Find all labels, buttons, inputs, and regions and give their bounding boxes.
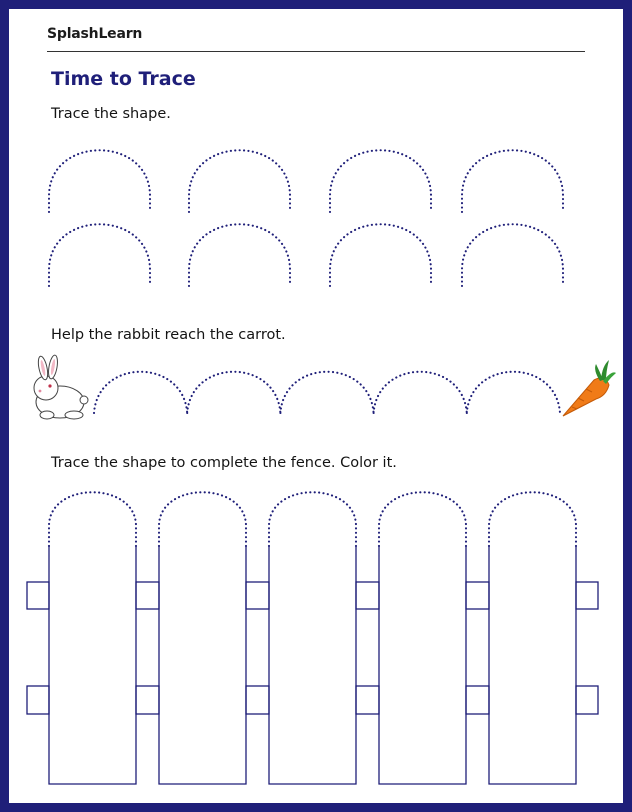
fence-picket-top[interactable]	[379, 492, 466, 546]
path-hump[interactable]	[94, 372, 187, 413]
trace-arch[interactable]	[462, 224, 563, 286]
fence-picket-top[interactable]	[489, 492, 576, 546]
instruction-rabbit-carrot: Help the rabbit reach the carrot.	[51, 327, 286, 343]
fence-picket[interactable]	[269, 546, 356, 784]
fence-rail[interactable]	[27, 686, 49, 714]
trace-arch[interactable]	[330, 224, 431, 286]
path-hump[interactable]	[280, 372, 373, 413]
fence-rail[interactable]	[576, 582, 598, 609]
fence-rail[interactable]	[356, 686, 379, 714]
trace-arch[interactable]	[49, 224, 150, 286]
fence-rail[interactable]	[136, 582, 159, 609]
fence-picket[interactable]	[379, 546, 466, 784]
instruction-trace-shape: Trace the shape.	[51, 106, 171, 122]
fence-rail[interactable]	[576, 686, 598, 714]
carrot-image	[563, 360, 616, 416]
fence-rail[interactable]	[466, 686, 489, 714]
fence-picket-top[interactable]	[49, 492, 136, 546]
trace-arch[interactable]	[49, 150, 150, 212]
instruction-fence: Trace the shape to complete the fence. Color it.	[51, 455, 397, 471]
fence-rail[interactable]	[136, 686, 159, 714]
fence-picket[interactable]	[159, 546, 246, 784]
fence-rail[interactable]	[356, 582, 379, 609]
fence-rail[interactable]	[466, 582, 489, 609]
brand-logo: SplashLearn	[47, 26, 143, 42]
trace-arch[interactable]	[462, 150, 563, 212]
fence-rail[interactable]	[246, 582, 269, 609]
trace-arch[interactable]	[189, 224, 290, 286]
rabbit-image	[34, 354, 88, 419]
path-hump[interactable]	[467, 372, 560, 413]
trace-arch[interactable]	[189, 150, 290, 212]
fence-rail[interactable]	[27, 582, 49, 609]
fence-picket-top[interactable]	[269, 492, 356, 546]
fence-rail[interactable]	[246, 686, 269, 714]
path-hump[interactable]	[187, 372, 280, 413]
path-hump[interactable]	[374, 372, 467, 413]
fence-picket-top[interactable]	[159, 492, 246, 546]
page-title: Time to Trace	[51, 68, 196, 90]
fence[interactable]	[27, 492, 598, 784]
fence-picket[interactable]	[49, 546, 136, 784]
fence-picket[interactable]	[489, 546, 576, 784]
trace-arch[interactable]	[330, 150, 431, 212]
trace-arches-grid[interactable]	[49, 150, 563, 286]
rabbit-carrot-path[interactable]	[94, 372, 560, 413]
